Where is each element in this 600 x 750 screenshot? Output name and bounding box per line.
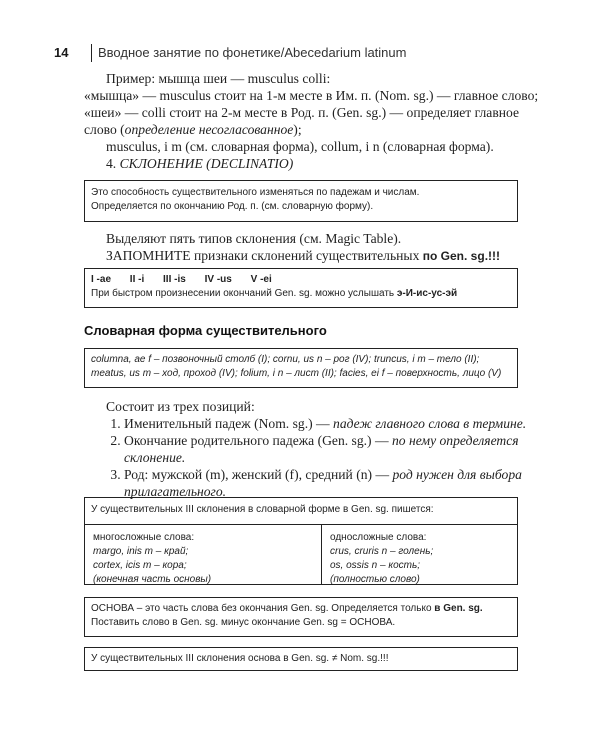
column-example: os, ossis n – кость; [330, 560, 421, 571]
box-line: meatus, us m – ход, проход (IV); folium, i n – лист (II); facies, ei f – поверхность, лицо (V) [91, 368, 502, 379]
text-span: Именительный падеж (Nom. sg.) — [124, 416, 334, 431]
text-span: ЗАПОМНИТЕ признаки склонений существительных [106, 248, 423, 263]
item-4-heading [84, 155, 554, 172]
bold-span: э-И-ис-ус-эй [396, 288, 458, 299]
five-types-block [106, 230, 546, 265]
text-span: Окончание родительного падежа (Gen. sg.) — [124, 433, 392, 448]
stem-rule-box [84, 647, 518, 671]
column-example: cortex, icis m – кора; [93, 560, 187, 571]
italic-span: по нему определяется склонение. [124, 433, 519, 465]
example-line: Пример: мышца шеи — musculus colli: [106, 71, 331, 86]
dictionary-examples-box [84, 348, 518, 388]
box-line: Определяется по окончанию Род. п. (см. словарную форму). [91, 201, 374, 212]
positions-block [84, 398, 534, 500]
box-header: У существительных III склонения в словарной форме в Gen. sg. пишется: [91, 504, 434, 515]
example-line [84, 104, 554, 138]
italic-span: род нужен для выбора прилагательного. [124, 467, 522, 499]
list-item [124, 415, 534, 432]
positions-intro: Состоит из трех позиций: [106, 399, 255, 414]
text-line [106, 247, 546, 265]
page-number: 14 [54, 45, 69, 60]
declension-endings-box [84, 268, 518, 308]
text-span: При быстром произнесении окончаний Gen. sg. можно услышать [91, 288, 397, 299]
bold-span: в Gen. sg. [434, 603, 483, 614]
third-declension-box [84, 497, 518, 585]
definition-box [84, 180, 518, 222]
text-line: Выделяют пять типов склонения (см. Magic Table). [106, 231, 402, 246]
column-monosyllabic [322, 525, 517, 584]
item-title: СКЛОНЕНИЕ (DECLINATIO) [119, 156, 294, 171]
example-line: «мышца» — musculus стоит на 1-м месте в Им. п. (Nom. sg.) — главное слово; [84, 88, 539, 103]
box-line: У существительных III склонения основа в Gen. sg. ≠ Nom. sg.!!! [91, 653, 389, 664]
case-ending: V -ei [250, 274, 272, 285]
italic-span: определение несогласованное [124, 122, 294, 137]
case-ending: II -i [129, 274, 145, 285]
page-header [54, 42, 554, 66]
case-ending: IV -us [204, 274, 232, 285]
text-span: ); [293, 122, 302, 137]
column-title: односложные слова: [330, 532, 427, 543]
box-line: Это способность существительного изменяться по падежам и числам. [91, 187, 420, 198]
column-polysyllabic [85, 525, 322, 584]
column-example: crus, cruris n – голень; [330, 546, 434, 557]
box-line: columna, ae f – позвоночный столб (I); cornu, us n – рог (IV); truncus, i m – тело (II); [91, 354, 480, 365]
case-ending: I -ae [91, 274, 112, 285]
hint-line [91, 287, 511, 301]
column-note: (полностью слово) [330, 574, 420, 585]
text-span: ОСНОВА – это часть слова без окончания Gen. sg. Определяется только [91, 603, 435, 614]
item-number: 4. [106, 156, 117, 171]
list-item [124, 432, 534, 466]
text-span: Род: мужской (m), женский (f), средний (n) — [124, 467, 393, 482]
bold-span: по Gen. sg.!!! [422, 249, 501, 263]
text-span: «шеи» — colli стоит на 2-м месте в Род. п. (Gen. sg.) — определяет главное слово ( [84, 105, 520, 137]
case-ending: III -is [163, 274, 186, 285]
case-endings [91, 273, 511, 287]
positions-list [84, 415, 534, 500]
column-note: (конечная часть основы) [93, 574, 212, 585]
italic-span: падеж главного слова в термине. [333, 416, 527, 431]
column-title: многосложные слова: [93, 532, 195, 543]
box-line [91, 602, 511, 616]
two-columns [85, 524, 517, 584]
column-example: margo, inis m – край; [93, 546, 189, 557]
section-title: Словарная форма существительного [84, 323, 327, 338]
box-line: Поставить слово в Gen. sg. минус окончание Gen. sg = ОСНОВА. [91, 617, 396, 628]
list-item [124, 466, 534, 500]
running-title: Вводное занятие по фонетике/Abecedarium latinum [98, 45, 407, 60]
header-divider [91, 44, 92, 62]
example-line: musculus, i m (см. словарная форма), collum, i n (словарная форма). [106, 139, 494, 154]
stem-definition-box [84, 597, 518, 637]
example-block [84, 70, 554, 172]
